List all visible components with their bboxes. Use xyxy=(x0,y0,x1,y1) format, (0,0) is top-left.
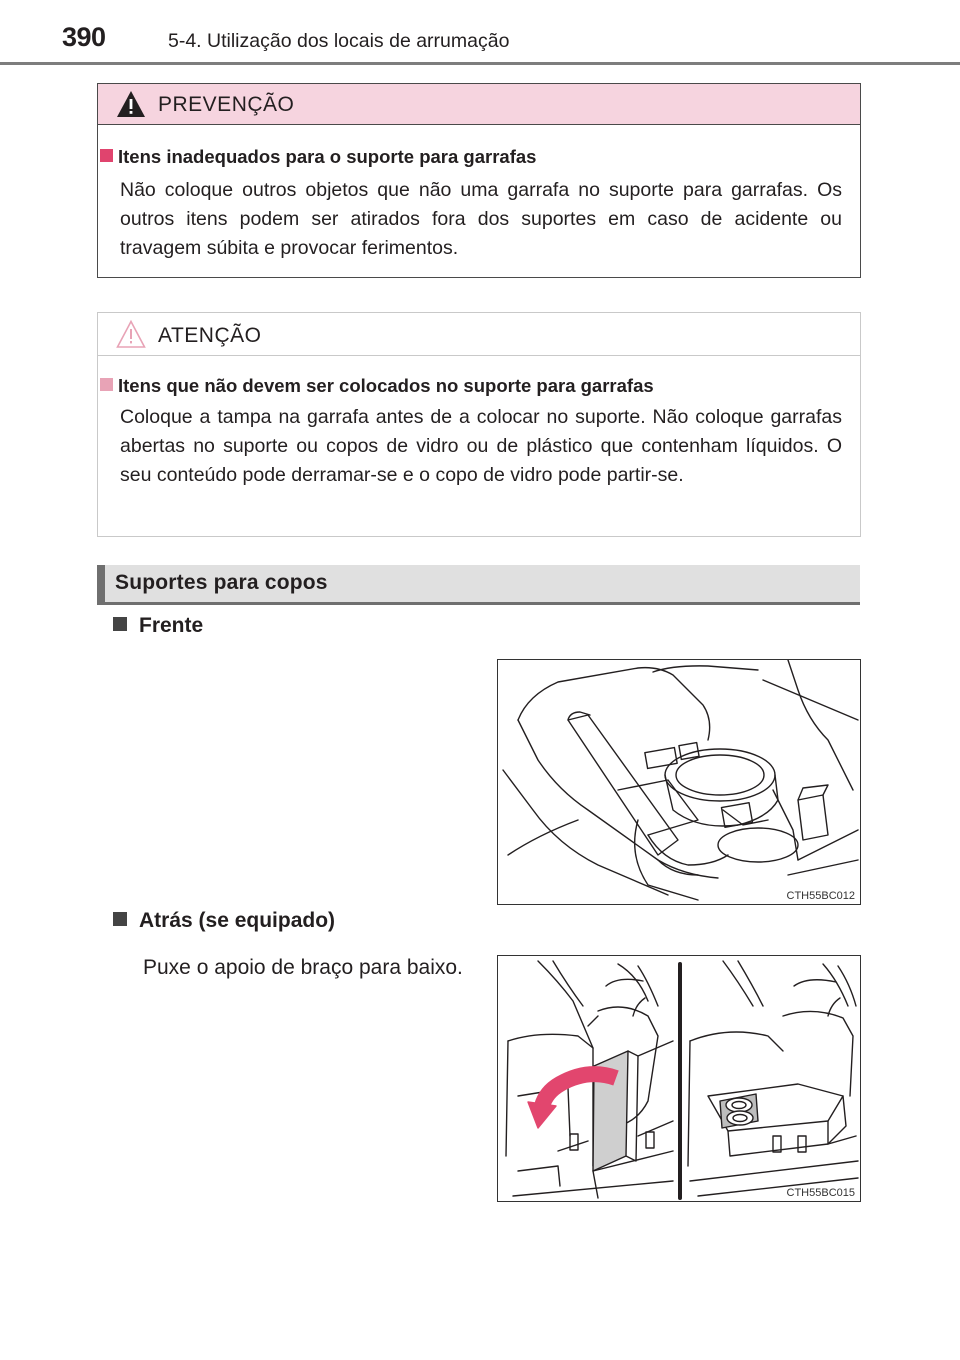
page-number: 390 xyxy=(62,22,106,52)
rear-armrest-illustration xyxy=(498,956,861,1202)
square-bullet-icon xyxy=(113,912,127,926)
chapter-title: 5-4. Utilização dos locais de arrumação xyxy=(168,30,510,52)
warning-item-title: Itens inadequados para o suporte para garrafas xyxy=(100,146,536,168)
figure-code: CTH55BC012 xyxy=(784,890,855,902)
caution-triangle-icon xyxy=(116,319,146,349)
front-console-illustration xyxy=(498,660,861,905)
rear-heading: Atrás (se equipado) xyxy=(113,909,335,933)
warning-box-title: PREVENÇÃO xyxy=(158,93,295,116)
notice-box-header xyxy=(98,313,860,356)
section-bar xyxy=(97,565,860,605)
header-rule xyxy=(0,62,960,65)
warning-triangle-icon xyxy=(116,89,146,119)
section-title: Suportes para copos xyxy=(115,571,328,594)
section-bar-accent xyxy=(97,565,105,602)
square-bullet-icon xyxy=(113,617,127,631)
warning-box xyxy=(97,83,861,278)
notice-box xyxy=(97,312,861,537)
square-bullet-icon xyxy=(100,149,113,162)
rear-armrest-figure xyxy=(497,955,861,1202)
warning-box-header xyxy=(98,84,860,125)
front-heading: Frente xyxy=(113,614,203,638)
square-bullet-icon xyxy=(100,378,113,391)
notice-body-text: Coloque a tampa na garrafa antes de a colocar no suporte. Não coloque garrafas abertas no suporte ou copos de vidro ou de plástico que contenham líquidos. O seu conteúdo pode derramar-se e o copo de vidro pode partir-se. xyxy=(120,406,842,486)
figure-code: CTH55BC015 xyxy=(784,1187,855,1199)
front-cup-holder-figure xyxy=(497,659,861,905)
notice-item-title: Itens que não devem ser colocados no suporte para garrafas xyxy=(100,375,654,397)
rear-instruction: Puxe o apoio de braço para baixo. xyxy=(143,956,463,979)
warning-body-text: Não coloque outros objetos que não uma garrafa no suporte para garrafas. Os outros itens podem ser atirados fora dos suportes em caso de acidente ou travagem súbita e provocar ferimentos. xyxy=(120,179,842,259)
notice-box-title: ATENÇÃO xyxy=(158,324,262,347)
